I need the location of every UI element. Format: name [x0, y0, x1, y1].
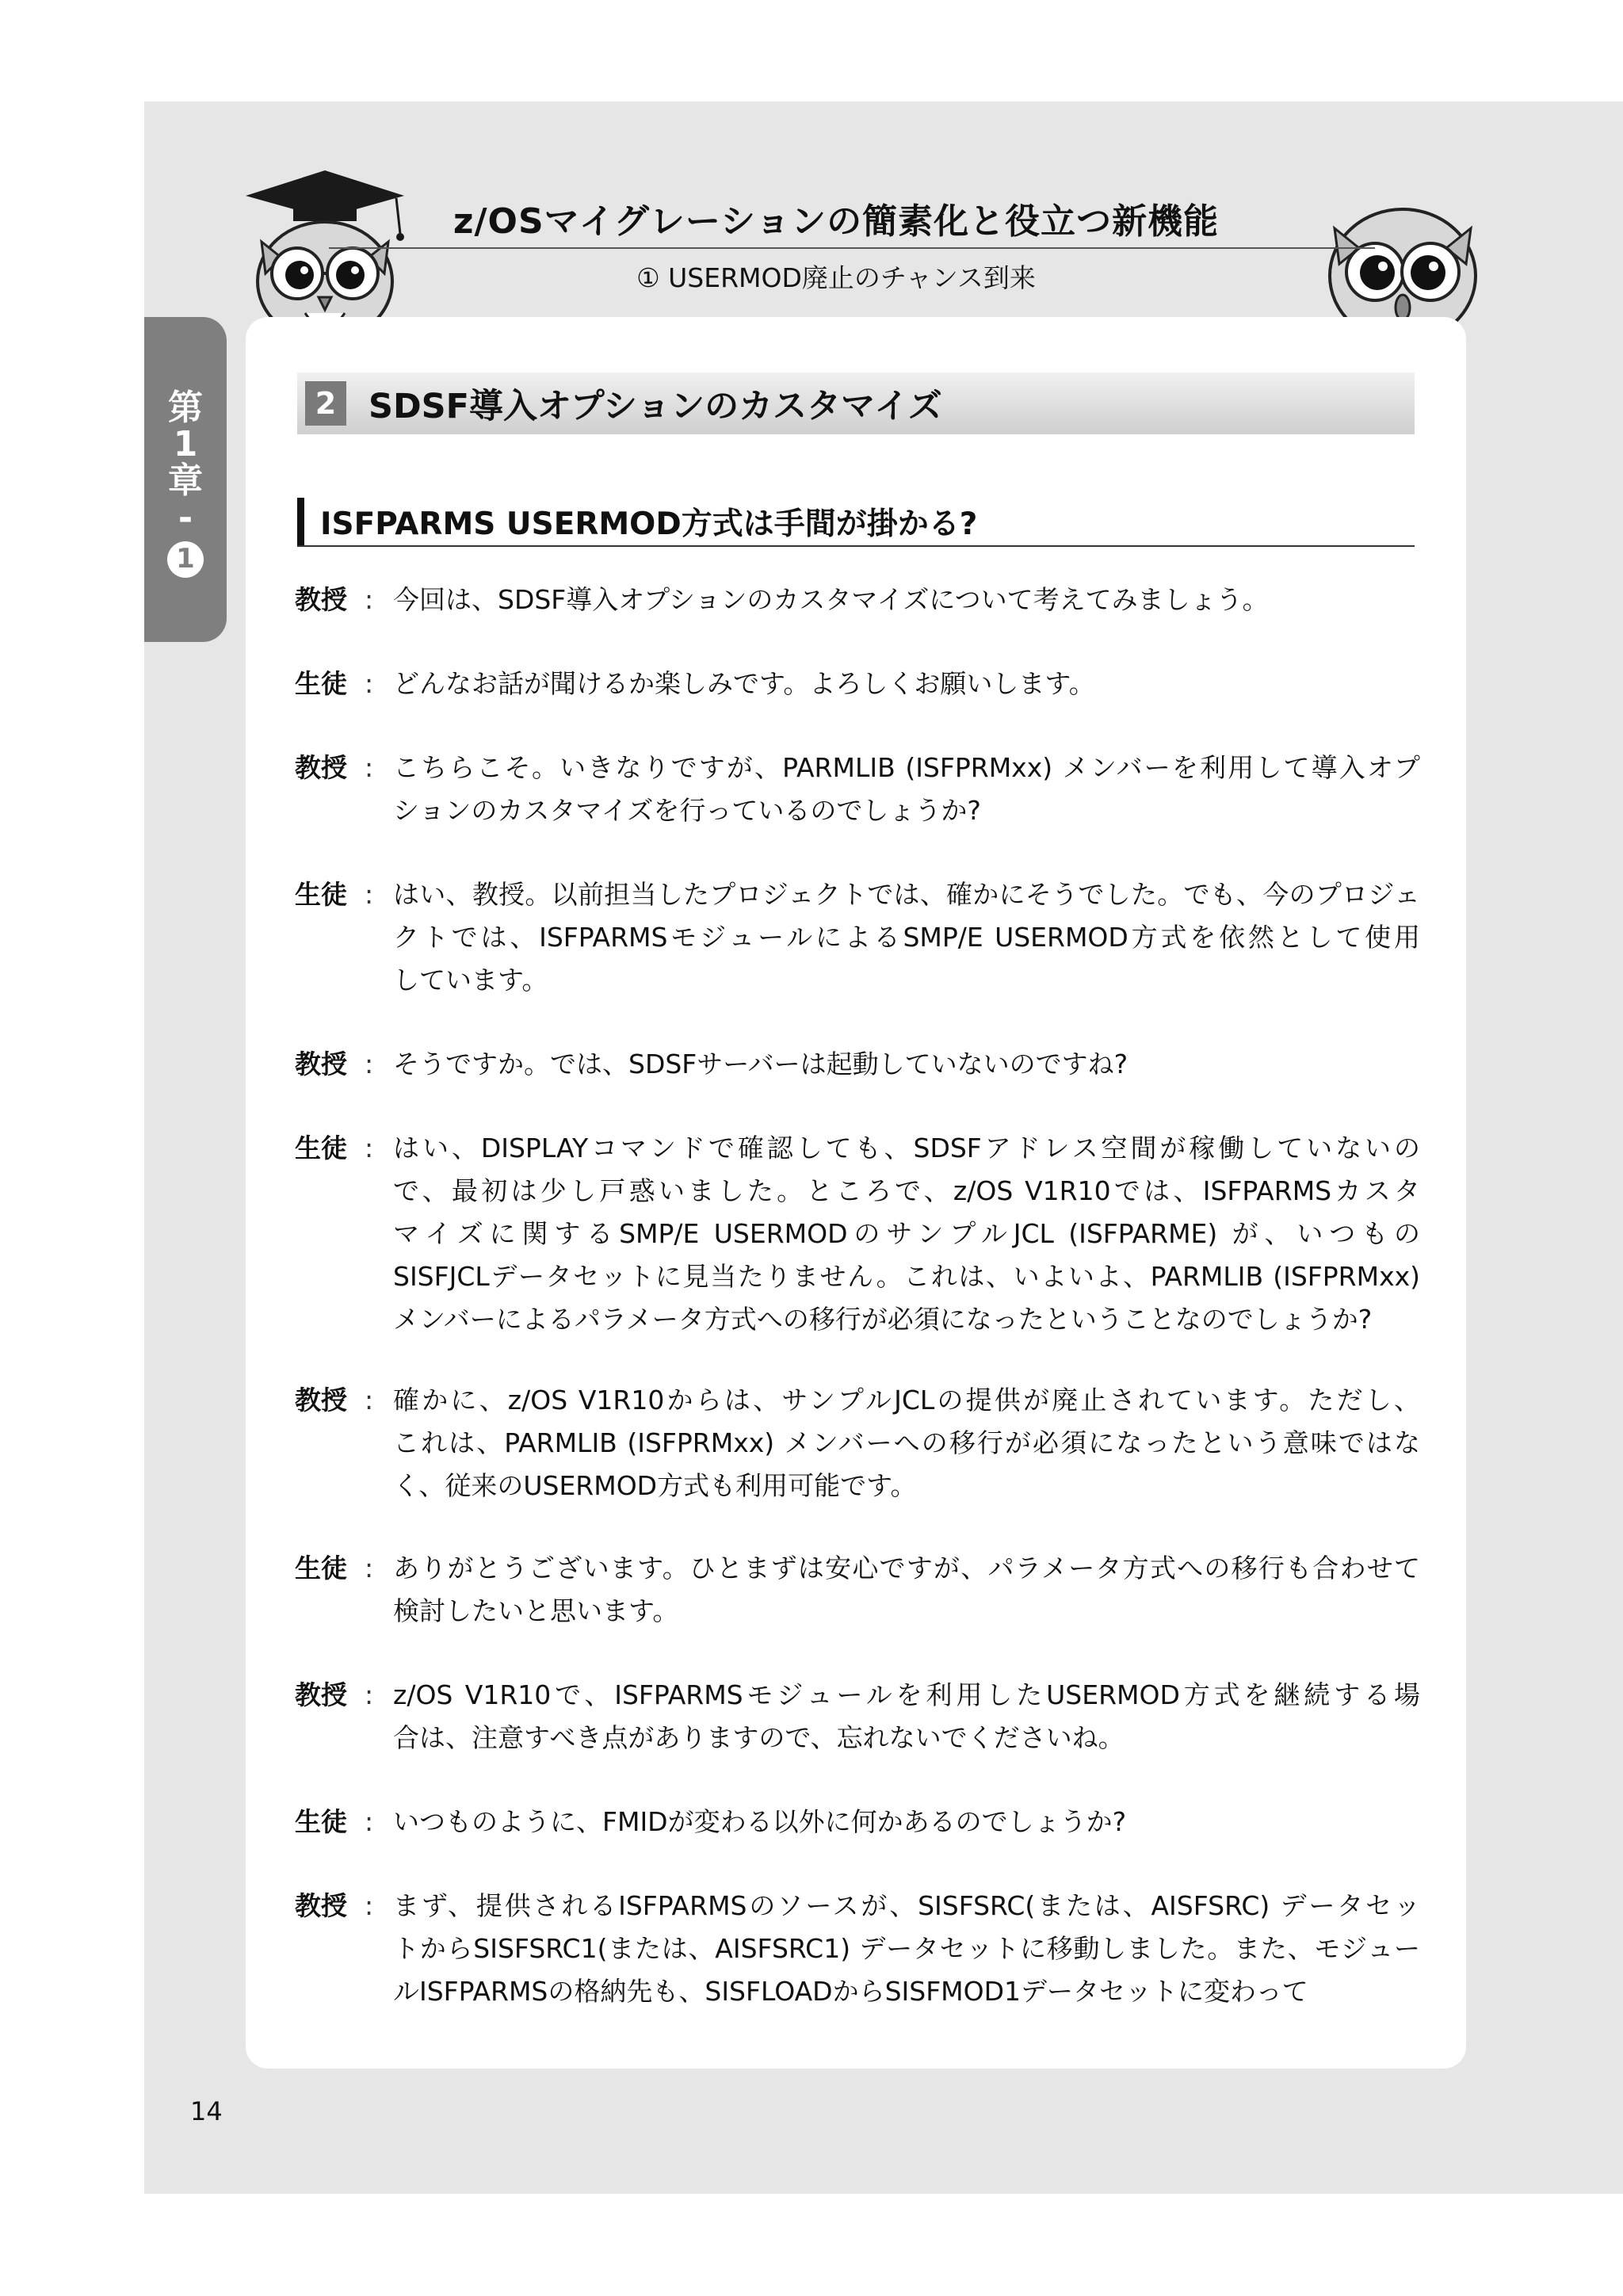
dialogue-line: こちらこそ。いきなりですが、PARMLIB (ISFPRMxx) メンバーを利用して導入オプ [393, 752, 1420, 783]
speaker-label: 教授 [295, 752, 347, 783]
speaker-colon: : [365, 1806, 374, 1837]
dialogue-line: ありがとうございます。ひとまずは安心ですが、パラメータ方式への移行も合わせて [393, 1553, 1420, 1584]
section-title: SDSF導入オプションのカスタマイズ [369, 386, 942, 426]
header-divider [329, 247, 1375, 249]
chapter-tab-char: 章 [168, 460, 203, 502]
dialogue-line: はい、DISPLAYコマンドで確認しても、SDSFアドレス空間が稼働していないの [393, 1133, 1420, 1163]
dialogue-line: メンバーによるパラメータ方式への移行が必須になったということなのでしょうか? [393, 1304, 1373, 1335]
speaker-label: 教授 [295, 1890, 347, 1921]
dialogue-line: しています。 [393, 965, 548, 995]
page-header-title: z/OSマイグレーションの簡素化と役立つ新機能 [453, 201, 1220, 242]
dialogue-line: 確かに、z/OS V1R10からは、サンプルJCLの提供が廃止されています。ただし、 [393, 1385, 1420, 1415]
dialogue-entry [295, 1885, 1420, 2013]
dialogue-line: そうですか。では、SDSFサーバーは起動していないのですね? [393, 1049, 1128, 1079]
speaker-colon: : [365, 584, 374, 615]
owl-professor-icon [238, 155, 412, 345]
speaker-label: 生徒 [295, 668, 347, 699]
dialogue-entry [295, 1547, 1420, 1633]
dialogue-line: マイズに関するSMP/E USERMODのサンプルJCL (ISFPARME) が、いつもの [393, 1218, 1420, 1249]
speaker-colon: : [365, 1133, 374, 1163]
speaker-label: 生徒 [295, 1806, 347, 1837]
speaker-colon: : [365, 879, 374, 910]
speaker-colon: : [365, 752, 374, 783]
dialogue-entry [295, 579, 1420, 621]
dialogue-line: 今回は、SDSF導入オプションのカスタマイズについて考えてみましょう。 [393, 584, 1269, 615]
dialogue-line: いつものように、FMIDが変わる以外に何かあるのでしょうか? [393, 1806, 1127, 1837]
speaker-colon: : [365, 1385, 374, 1415]
dialogue-line: トからSISFSRC1(または、AISFSRC1) データセットに移動しました。また、モジュー [393, 1933, 1420, 1964]
speaker-label: 教授 [295, 1049, 347, 1079]
dialogue-line: どんなお話が聞けるか楽しみです。よろしくお願いします。 [393, 668, 1095, 699]
dialogue-entry [295, 1674, 1420, 1759]
dialogue-entry [295, 1801, 1420, 1843]
speaker-label: 教授 [295, 584, 347, 615]
dialogue-line: まず、提供されるISFPARMSのソースが、SISFSRC(または、AISFSRC) データセッ [393, 1890, 1420, 1921]
dialogue-entry [295, 663, 1420, 705]
dialogue-entry [295, 1127, 1420, 1341]
dialogue-line: ションのカスタマイズを行っているのでしょうか? [393, 795, 981, 826]
dialogue-entry [295, 1379, 1420, 1507]
sub-heading-text: ISFPARMS USERMOD方式は手間が掛かる? [320, 506, 978, 542]
dialogue-line: く、従来のUSERMOD方式も利用可能です。 [393, 1470, 917, 1501]
speaker-label: 教授 [295, 1679, 347, 1710]
page-number: 14 [190, 2096, 223, 2126]
dialogue-entry [295, 1043, 1420, 1086]
speaker-label: 教授 [295, 1385, 347, 1415]
speaker-colon: : [365, 1679, 374, 1710]
speaker-label: 生徒 [295, 879, 347, 910]
sub-heading [297, 498, 1415, 547]
speaker-label: 生徒 [295, 1553, 347, 1584]
sub-heading-bar [297, 498, 304, 545]
dialogue-line: ルISFPARMSの格納先も、SISFLOADからSISFMOD1データセットに変わって [393, 1976, 1308, 2007]
chapter-number-badge: 1 [167, 541, 204, 578]
page-header-subtitle: ① USERMOD廃止のチャンス到来 [636, 262, 1036, 293]
speaker-colon: : [365, 668, 374, 699]
dialogue-entry [295, 747, 1420, 832]
speaker-colon: : [365, 1553, 374, 1584]
dialogue-line: z/OS V1R10で、ISFPARMSモジュールを利用したUSERMOD方式を継続する場 [393, 1679, 1420, 1710]
speaker-colon: : [365, 1049, 374, 1079]
speaker-label: 生徒 [295, 1133, 347, 1163]
speaker-colon: : [365, 1890, 374, 1921]
dialogue-line: 合は、注意すべき点がありますので、忘れないでくださいね。 [393, 1722, 1125, 1753]
dialogue-line: はい、教授。以前担当したプロジェクトでは、確かにそうでした。でも、今のプロジェ [393, 879, 1420, 910]
section-number-badge: 2 [305, 381, 346, 426]
dialogue-line: で、最初は少し戸惑いました。ところで、z/OS V1R10では、ISFPARMSカスタ [393, 1175, 1420, 1206]
section-heading [297, 372, 1415, 434]
dialogue-line: 検討したいと思います。 [393, 1595, 679, 1626]
chapter-tab-char: 1 [173, 424, 198, 465]
chapter-tab-char: 第 [168, 388, 203, 428]
dialogue-line: これは、PARMLIB (ISFPRMxx) メンバーへの移行が必須になったという意味ではな [393, 1427, 1420, 1458]
dialogue-entry [295, 873, 1420, 1002]
dialogue-line: クトでは、ISFPARMSモジュールによるSMP/E USERMOD方式を依然として使用 [393, 922, 1420, 953]
chapter-tab-char: - [178, 497, 193, 538]
chapter-tab [144, 317, 227, 642]
dialogue-line: SISFJCLデータセットに見当たりません。これは、いよいよ、PARMLIB (ISFPRMxx) [393, 1261, 1420, 1292]
